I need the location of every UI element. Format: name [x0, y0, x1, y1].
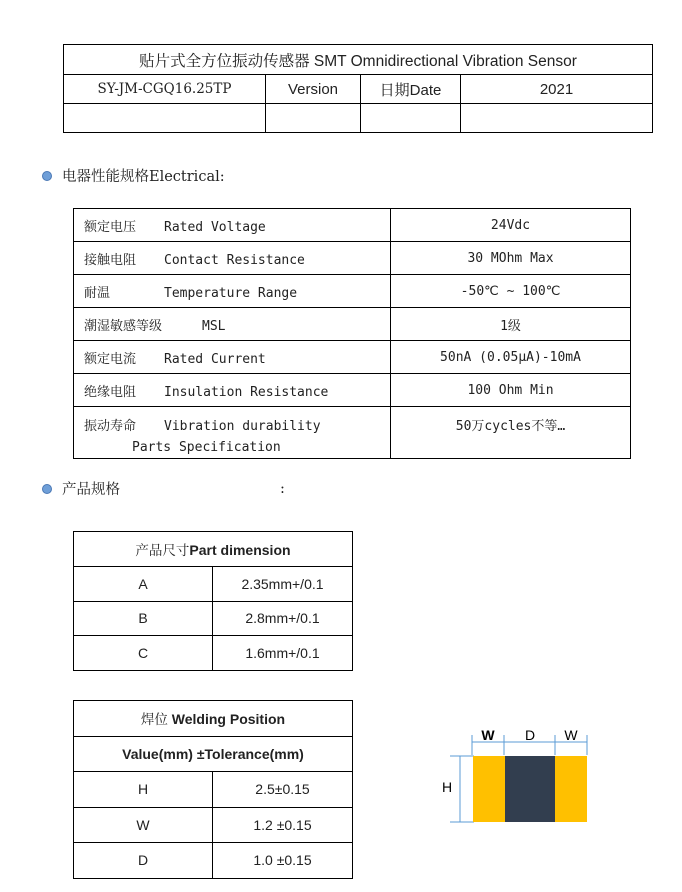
empty-cell: [266, 104, 361, 133]
spec-en: Insulation Resistance: [164, 384, 329, 400]
spec-en: MSL: [202, 318, 226, 334]
bullet-icon: [42, 171, 52, 181]
product-heading: [42, 478, 285, 499]
label-w-right: W: [564, 727, 578, 743]
table-row: [74, 843, 353, 879]
component-body: [505, 756, 555, 822]
spec-value: 24Vdc: [391, 209, 631, 242]
label-h: H: [441, 779, 453, 795]
table-row: [74, 209, 631, 242]
electrical-heading-text: 电器性能规格Electrical:: [62, 169, 225, 185]
empty-cell: [64, 104, 266, 133]
table-row: [74, 636, 353, 671]
document-title: 贴片式全方位振动传感器 SMT Omnidirectional Vibration Sensor: [64, 45, 653, 75]
left-pad: [473, 756, 505, 822]
product-heading-text: 产品规格: [62, 482, 120, 498]
spec-cn: 绝缘电阻: [84, 384, 137, 400]
spec-value: 30 MOhm Max: [391, 242, 631, 275]
table-row: [74, 407, 631, 459]
table-row: [74, 374, 631, 407]
dim-value: 2.35mm+/0.1: [213, 567, 353, 602]
spec-cn: 接触电阻: [84, 252, 137, 268]
spec-value: 50nA (0.05μA)-10mA: [391, 341, 631, 374]
spec-cn: 耐温: [84, 285, 111, 301]
dim-value: 1.6mm+/0.1: [213, 636, 353, 671]
table-row: [74, 242, 631, 275]
weld-key: H: [74, 772, 213, 808]
welding-subheader: Value(mm) ±Tolerance(mm): [74, 736, 353, 772]
table-row: [74, 275, 631, 308]
spec-cn: 振动寿命: [84, 419, 137, 434]
spec-en: Vibration durability: [164, 419, 321, 434]
part-dimension-header: 产品尺寸Part dimension: [74, 532, 353, 567]
welding-position-table: [73, 700, 353, 879]
weld-value: 2.5±0.15: [213, 772, 353, 808]
spec-sub: Parts Specification: [132, 440, 281, 455]
part-dimension-table: [73, 531, 353, 671]
product-heading-colon: :: [280, 480, 285, 497]
spec-value: -50℃ ~ 100℃: [391, 275, 631, 308]
date-label: 日期Date: [361, 75, 461, 104]
spec-value: 50万cycles不等…: [391, 407, 631, 459]
spec-cn: 潮湿敏感等级: [84, 318, 163, 334]
spec-cn: 额定电压: [84, 219, 137, 235]
dim-value: 2.8mm+/0.1: [213, 601, 353, 636]
weld-value: 1.2 ±0.15: [213, 807, 353, 843]
spec-en: Rated Voltage: [164, 219, 266, 235]
weld-value: 1.0 ±0.15: [213, 843, 353, 879]
welding-position-diagram: [430, 725, 600, 830]
dim-key: A: [74, 567, 213, 602]
dim-key: C: [74, 636, 213, 671]
spec-en: Rated Current: [164, 351, 266, 367]
empty-cell: [461, 104, 653, 133]
weld-key: D: [74, 843, 213, 879]
spec-value: 1级: [391, 308, 631, 341]
welding-header: 焊位 Welding Position: [74, 701, 353, 737]
label-d: D: [524, 727, 536, 743]
spec-en: Contact Resistance: [164, 252, 305, 268]
electrical-table: [73, 208, 631, 459]
empty-cell: [361, 104, 461, 133]
version-label: Version: [266, 75, 361, 104]
weld-key: W: [74, 807, 213, 843]
table-row: [74, 772, 353, 808]
year-value: 2021: [461, 75, 653, 104]
table-row: [74, 341, 631, 374]
model-number: SY-JM-CGQ16.25TP: [64, 75, 266, 104]
right-pad: [555, 756, 587, 822]
table-row: [74, 601, 353, 636]
table-row: [74, 308, 631, 341]
table-row: [74, 567, 353, 602]
header-table: [63, 44, 653, 133]
label-w-left: W: [481, 727, 495, 743]
spec-value: 100 Ohm Min: [391, 374, 631, 407]
spec-cn: 额定电流: [84, 351, 137, 367]
spec-en: Temperature Range: [164, 285, 298, 301]
bullet-icon: [42, 484, 52, 494]
electrical-heading: [42, 165, 225, 186]
table-row: [74, 807, 353, 843]
dim-key: B: [74, 601, 213, 636]
